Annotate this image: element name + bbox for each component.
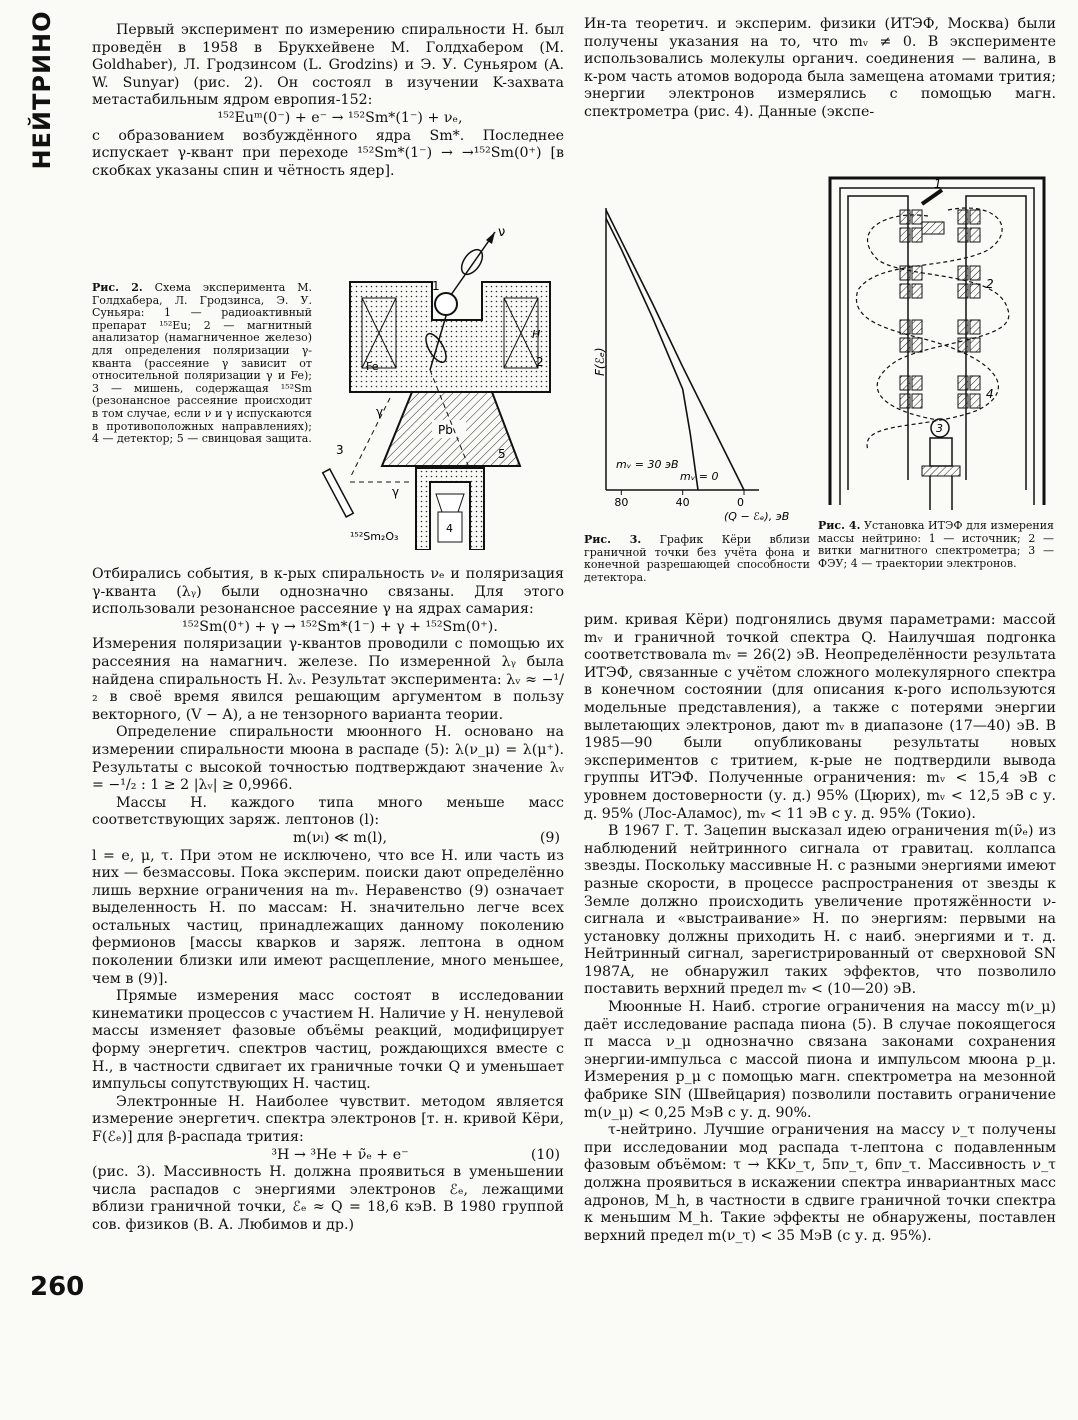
left-column-top <box>92 22 564 180</box>
coil-block <box>958 284 968 298</box>
paragraph: Прямые измерения масс состоят в исследовании кинематики процессов с участием Н. Наличие у Н. ненулевой массы изменяет фазовые объёмы реакций, модифицирует форму энергетич. спектров частиц, рождающихся вместе с Н., в частности сдвигает их граничные точки Q и уменьшает импульсы сопутствующих Н. частиц. <box>92 988 564 1093</box>
fig4-label-1: 1 <box>934 177 942 191</box>
coil-block <box>900 376 910 390</box>
paragraph: Отбирались события, в к-рых спиральность νₑ и поляризация γ-кванта (λᵧ) были однозначно связаны. Для этого использовали резонансное рассеяние γ на ядрах самария: <box>92 566 564 618</box>
coil-block <box>900 394 910 408</box>
formula: ¹⁵²Sm(0⁺) + γ → ¹⁵²Sm*(1⁻) + γ + ¹⁵²Sm(0⁺). <box>182 618 498 635</box>
right-column-top <box>584 16 1056 122</box>
coil-block <box>958 376 968 390</box>
fig3-curve-label-zero: mᵥ = 0 <box>680 470 719 483</box>
page-number: 260 <box>30 1272 85 1302</box>
fig3-y-label: F(ℰₑ) <box>593 347 607 376</box>
coil-block <box>900 210 910 224</box>
fig2-label-4: 4 <box>446 522 453 535</box>
section-title <box>22 10 62 170</box>
coil-block <box>970 210 980 224</box>
fig3-caption-title: Рис. 3. <box>584 533 642 546</box>
fig2-label-2: 2 <box>536 355 544 369</box>
coil-block <box>958 266 968 280</box>
coil-block <box>912 266 922 280</box>
paragraph: В 1967 Г. Т. Зацепин высказал идею ограничения m(ν̃ₑ) из наблюдений нейтринного сигнала от гравитац. коллапса звезды. Поскольку массивные Н. с разными энергиями имеют разные скорости, в процессе распространения от звезды к Земле должно происходить увеличение протяжённости ν-сигнала и «выстраивание» Н. по энергиям: первыми на установку должны приходить Н. с наиб. энергиями и т. д. Нейтринный сигнал, зарегистрированный от сверхновой SN 1987A, не обнаружил таких эффектов, что позволило поставить верхний предел mᵥ < (10—20) эВ. <box>584 823 1056 998</box>
fig3-caption-text: График Кёри вблизи граничной точки без учёта фона и конечной разрешающей способности детектора. <box>584 533 810 584</box>
paragraph: с образованием возбуждённого ядра Sm*. Последнее испускает γ-квант при переходе ¹⁵²Sm*(1⁻) → →¹⁵²Sm(0⁺) [в скобках указаны спин и чётность ядер]. <box>92 127 564 179</box>
fig2-diagram <box>320 220 570 550</box>
paragraph: (рис. 3). Массивность Н. должна проявиться в уменьшении числа распадов с энергиями электронов ℰₑ, лежащими вблизи граничной точки, ℰₑ ≈ Q = 18,6 кэВ. В 1980 группой сов. физиков (В. А. Любимов и др.) <box>92 1164 564 1233</box>
paragraph: Определение спиральности мюонного Н. основано на измерении спиральности мюона в распаде (5): λ(ν_μ) = λ(μ⁺). Результаты с высокой точностью подтверждают значение λᵥ = −¹/₂ : 1 ≥ 2 |λᵥ| ≥ 0,9966. <box>92 724 564 794</box>
left-column-bottom <box>92 566 564 1235</box>
coil-block <box>958 228 968 242</box>
fig4-diagram <box>818 170 1058 515</box>
fig3-caption <box>584 534 810 584</box>
coil-block <box>912 338 922 352</box>
fig4-label-3: 3 <box>936 422 943 435</box>
formula-9 <box>92 830 564 848</box>
series-line-0 <box>606 210 744 490</box>
fig2-label-3: 3 <box>336 443 344 457</box>
coil-block <box>912 376 922 390</box>
fig2-target-label: ¹⁵²Sm₂O₃ <box>350 530 399 543</box>
paragraph: τ-нейтрино. Лучшие ограничения на массу ν_τ получены при исследовании мод распада τ-лептона с подавленным фазовым объёмом: τ → KKν_τ, 5πν_τ, 6πν_τ. Массивность ν_τ должна проявиться в искажении спектра инвариантных масс адронов, M_h, в частности в сдвиге граничной точки спектра к меньшим M_h. Такие эффекты не обнаружены, поставлен верхний предел m(ν_τ) < 35 МэВ (с у. д. 95%). <box>584 1122 1056 1244</box>
coil-block <box>900 338 910 352</box>
coil-block <box>958 320 968 334</box>
fig2-caption-text: Схема эксперимента М. Голдхабера, Л. Гродзинса, Э. У. Суньяра: 1 — радиоактивный препарат ¹⁵²Eu; 2 — магнитный анализатор (намагниченное железо) для определения поляризации γ-кванта (рассеяние γ зависит от относительной поляризации γ и Fe); 3 — мишень, содержащая ¹⁵²Sm (резонансное рассеяние происходит в том случае, если ν и γ испускаются в противоположных направлениях); 4 — детектор; 5 — свинцовая защита. <box>92 281 313 446</box>
paragraph: Электронные Н. Наиболее чувствит. методом является измерение энергетич. спектра электронов [т. н. кривой Кёри, F(ℰₑ)] для β-распада трития: <box>92 1093 564 1145</box>
coil-block <box>900 284 910 298</box>
coil-block <box>900 320 910 334</box>
equation-number: (10) <box>530 1146 560 1163</box>
fig2-fe-label: Fe <box>366 360 379 373</box>
fig3-x-label: (Q − ℰₑ), эВ <box>724 510 790 523</box>
coil-block <box>970 228 980 242</box>
x-tick-label: 0 <box>737 496 744 509</box>
fig3-curve-label-30: mᵥ = 30 эВ <box>616 458 679 471</box>
formula-10 <box>92 1147 564 1165</box>
fig2-h-label: H <box>532 328 541 341</box>
fig3-chart <box>584 200 814 530</box>
right-column-bottom <box>584 612 1056 1245</box>
coil-block <box>912 210 922 224</box>
coil-block <box>970 320 980 334</box>
series-line-1 <box>606 218 698 490</box>
fig2-gamma2-label: γ <box>392 485 400 499</box>
formula: ¹⁵²Euᵐ(0⁻) + e⁻ → ¹⁵²Sm*(1⁻) + νₑ, <box>217 109 463 126</box>
paragraph: Ин-та теоретич. и эксперим. физики (ИТЭФ, Москва) были получены указания на то, что mᵥ ≠ 0. В эксперименте использовались молекулы органич. соединения — валина, в к-ром часть атомов водорода была замещена атомами трития; энергии электронов измерялись с помощью магн. спектрометра (рис. 4). Данные (экспе- <box>584 16 1056 120</box>
formula-10-text: ³H → ³He + ν̃ₑ + e⁻ <box>271 1146 409 1163</box>
fig4-caption-text: Установка ИТЭФ для измерения массы нейтрино: 1 — источник; 2 — витки магнитного спектрометра; 3 — ФЭУ; 4 — траектории электронов. <box>818 519 1054 570</box>
fig2-nu-label: ν <box>498 225 506 240</box>
fig4-caption-title: Рис. 4. <box>818 519 861 532</box>
fig2-caption <box>92 282 312 446</box>
x-tick-label: 80 <box>614 496 629 509</box>
equation-number: (9) <box>539 829 560 846</box>
coil-block <box>970 284 980 298</box>
coil-block <box>970 266 980 280</box>
coil-block <box>912 228 922 242</box>
coil-block <box>912 394 922 408</box>
coil-block <box>970 394 980 408</box>
fig4-label-2: 2 <box>986 277 994 291</box>
paragraph: Первый эксперимент по измерению спиральности Н. был проведён в 1958 в Брукхейвене М. Голдхабером (M. Goldhaber), Л. Гродзинсом (L. Grodzins) и Э. У. Суньяром (A. W. Sunyar) (рис. 2). Он состоял в изучении K-захвата метастабильным ядром европия-152: <box>92 22 564 109</box>
fig4-caption <box>818 520 1054 570</box>
fig4-label-4: 4 <box>986 387 994 401</box>
paragraph: рим. кривая Кёри) подгонялись двумя параметрами: массой mᵥ и граничной точкой спектра Q. Наилучшая подгонка соответствовала mᵥ = 26(2) эВ. Неопределённости результата ИТЭФ, связанные с учётом сложного молекулярного спектра в конечном состоянии (для описания к-рого используются модельные представления), а также с потерями энергии вылетающих электронов, дают mᵥ в диапазоне (17—40) эВ. В 1985—90 были опубликованы результаты новых экспериментов с тритием, к-рые не подтвердили вывода группы ИТЭФ. Полученные ограничения: mᵥ < 15,4 эВ с уровнем достоверности (у. д.) 95% (Цюрих), mᵥ < 12,5 эВ с у. д. 95% (Лос-Аламос), mᵥ < 11 эВ с у. д. 95% (Токио). <box>584 612 1056 822</box>
paragraph: l = e, μ, τ. При этом не исключено, что все Н. или часть из них — безмассовы. Пока эксперим. поиски дают определённо лишь верхние ограничения на mᵥ. Неравенство (9) означает выделенность Н. по массам: Н. значительно легче всех остальных частиц, принадлежащих данному поколению фермионов [массы кварков и заряж. лептона в одном поколении близки или имеют расщепление, много меньшее, чем в (9)]. <box>92 847 564 987</box>
coil-block <box>970 376 980 390</box>
x-tick-label: 40 <box>675 496 690 509</box>
fig2-pb-label: Pb <box>438 423 453 437</box>
coil-block <box>912 284 922 298</box>
fig2-label-1: 1 <box>432 279 440 293</box>
coil-block <box>900 228 910 242</box>
paragraph: Массы Н. каждого типа много меньше масс соответствующих заряж. лептонов (l): <box>92 794 564 829</box>
paragraph: Мюонные Н. Наиб. строгие ограничения на массу m(ν_μ) даёт исследование распада пиона (5). В случае покоящегося π масса ν_μ однозначно связана законами сохранения энергии-импульса с массой пиона и импульсом мюона p_μ. Измерения p_μ с помощью магн. спектрометра на мезонной фабрике SIN (Швейцария) позволили поставить ограничение m(ν_μ) < 0,25 МэВ с у. д. 90%. <box>584 999 1056 1121</box>
section-title-text: НЕЙТРИНО <box>28 10 56 170</box>
coil-block <box>970 338 980 352</box>
paragraph: Измерения поляризации γ-квантов проводили с помощью их рассеяния на намагнич. железе. По измеренной λᵧ была найдена спиральность Н. λᵥ. Результат эксперимента: λᵥ ≈ −¹/₂ в своё время явился решающим аргументом в пользу векторного, (V − A), а не тензорного варианта теории. <box>92 636 564 723</box>
coil-block <box>912 320 922 334</box>
formula-9-text: m(νₗ) ≪ m(l), <box>292 829 388 846</box>
coil-block <box>958 394 968 408</box>
coil-block <box>958 210 968 224</box>
fig2-label-5: 5 <box>498 447 506 461</box>
fig2-caption-title: Рис. 2. <box>92 281 143 294</box>
fig2-gamma1-label: γ <box>376 405 384 419</box>
